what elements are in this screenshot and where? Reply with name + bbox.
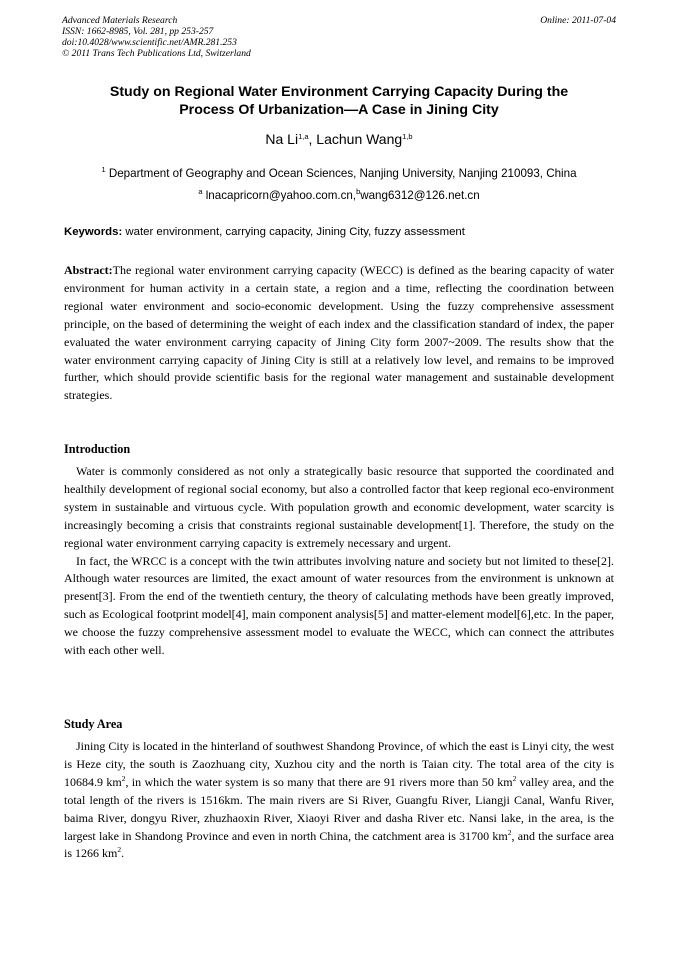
keywords-text: water environment, carrying capacity, Jining City, fuzzy assessment [125, 226, 465, 238]
section-heading-study-area: Study Area [64, 717, 123, 731]
paper-title [60, 83, 618, 119]
affiliation-mark: 1 [101, 165, 106, 174]
journal-copyright: © 2011 Trans Tech Publications Ltd, Switzerland [62, 48, 251, 59]
paragraph: Water is commonly considered as not only a strategically basic resource that supported the coordinated and healthily development of regional social economy, but also a controlled factor that keep regional eco-environment system in sustainable and virtuous cycle. With population growth and economic development, water scarcity is increasingly becoming a crisis that constraints regional sustainable development[1]. Therefore, the study on the regional water environment carrying capacity is extremely necessary and urgent. [64, 464, 614, 550]
affiliation [60, 166, 618, 181]
superscript: 2 [121, 773, 126, 783]
journal-header [62, 15, 616, 59]
author-name: Lachun Wang [316, 131, 403, 147]
email-link[interactable]: lnacapricorn@yahoo.com.cn, [205, 189, 357, 202]
superscript: 2 [507, 827, 512, 837]
journal-name: Advanced Materials Research [62, 15, 178, 26]
abstract-text: The regional water environment carrying capacity (WECC) is defined as the bearing capacity of water environment for human activity in a certain state, a region and a time, reflecting the coordination between regional water environment and socio-economic development. Using the fuzzy comprehensive assessment principle, on the based of determining the weight of each index and the classification standard of index, the paper evaluated the water environment carrying capacity of Jining City form 2007~2009. The results show that the water environment carrying capacity of Jining City is still at a relatively low level, and remains to be improved further, which should provide scientific basis for the regional water management and sustainable development strategies. [64, 263, 614, 403]
text-segment: valley area, and the total length of the rivers is 1516km. The main rivers are Si River, Guangfu River, Liangji Canal, Wanfu River, baima River, dongyu River, zhuzhaoxin River, Xiaoyi River and dasha River etc. Nansi lake, in the area, is the largest lake in Shandong Province and even in north China, the catchment area is 31700 km [64, 774, 614, 843]
author-name: Na Li [265, 131, 299, 147]
author-affiliation-mark: 1,a [298, 132, 309, 141]
email-mark: a [198, 187, 203, 196]
paragraph [64, 738, 614, 863]
abstract-label: Abstract: [64, 263, 113, 277]
introduction-body [64, 463, 614, 660]
study-area-body [64, 738, 614, 863]
title-line-1: Study on Regional Water Environment Carrying Capacity During the [109, 84, 569, 100]
text-segment: Jining City is located in the hinterland of southwest Shandong Province, of which the east is Linyi city, the west is Heze city, the south is Zaozhuang city, Xuzhou city and the north is Taian city. The total area of the city is 10684.9 km [64, 739, 614, 789]
title-line-2: Process Of Urbanization—A Case in Jining City [179, 102, 499, 118]
affiliation-text: Department of Geography and Ocean Sciences, Nanjing University, Nanjing 210093, China [108, 167, 577, 180]
superscript: 2 [117, 845, 122, 855]
online-date: Online: 2011-07-04 [540, 15, 616, 26]
paragraph: In fact, the WRCC is a concept with the twin attributes involving nature and society but not limited to these[2]. Although water resources are limited, the exact amount of water resources from the environment is unknown at present[3]. From the end of the twentieth century, the theory of calculating methods have been greatly improved, such as Ecological footprint model[4], main component analysis[5] and matter-element model[6],etc. In the paper, we choose the fuzzy comprehensive assessment model to evaluate the WECC, which can connect the attributes with each other well. [64, 553, 614, 658]
abstract [64, 262, 614, 405]
keywords-label: Keywords: [64, 226, 123, 238]
email-link[interactable]: wang6312@126.net.cn [360, 189, 480, 202]
keywords [64, 225, 616, 240]
text-segment: , and the surface area is 1266 km [64, 828, 614, 861]
superscript: 2 [512, 773, 517, 783]
text-segment: . [121, 846, 125, 861]
section-heading-introduction: Introduction [64, 442, 131, 456]
journal-issn: ISSN: 1662-8985, Vol. 281, pp 253-257 [62, 26, 214, 37]
journal-doi: doi:10.4028/www.scientific.net/AMR.281.253 [62, 37, 237, 48]
text-segment: , in which the water system is so many that there are 91 rivers more than 50 km [125, 774, 513, 789]
email-mark: b [356, 187, 361, 196]
author-separator: , [308, 131, 317, 147]
author-list [60, 130, 618, 148]
author-emails [60, 188, 618, 203]
author-affiliation-mark: 1,b [402, 132, 413, 141]
